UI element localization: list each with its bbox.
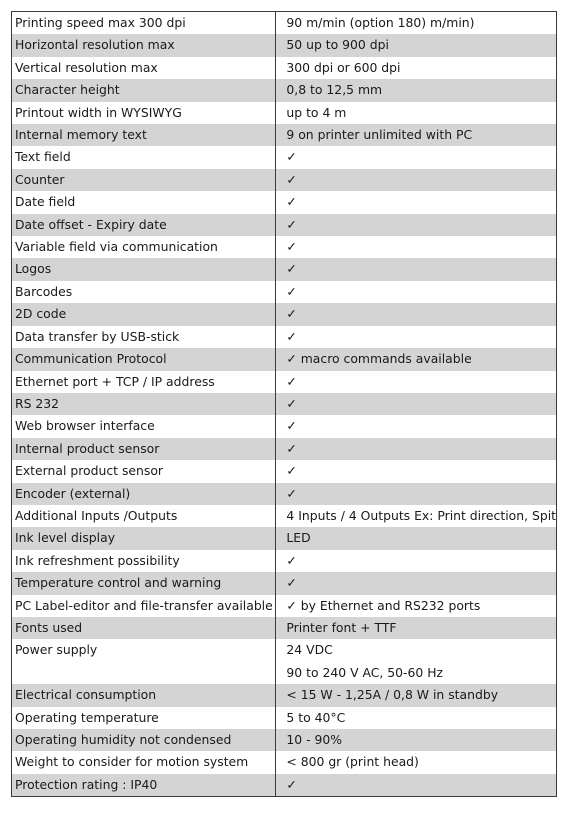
spec-value: ✓	[286, 261, 297, 277]
spec-value: 300 dpi or 600 dpi	[286, 59, 401, 75]
spec-label: Variable field via communication	[12, 236, 276, 258]
table-row	[12, 751, 557, 773]
spec-value-cell	[276, 729, 557, 751]
spec-label: Counter	[12, 169, 276, 191]
table-row	[12, 684, 557, 706]
spec-value: ✓ macro commands available	[286, 351, 472, 367]
spec-value-cell	[276, 550, 557, 572]
table-row	[12, 124, 557, 146]
spec-value-cell	[276, 707, 557, 729]
spec-value: ✓	[286, 373, 297, 389]
table-row	[12, 527, 557, 549]
table-row	[12, 348, 557, 370]
spec-value: ✓	[286, 575, 297, 591]
spec-value: ✓	[286, 149, 297, 165]
spec-value: ✓	[286, 485, 297, 501]
table-row	[12, 258, 557, 280]
spec-value-cell	[276, 595, 557, 617]
spec-value: ✓	[286, 216, 297, 232]
spec-value-cell	[276, 326, 557, 348]
spec-label: Communication Protocol	[12, 348, 276, 370]
spec-label: Ethernet port + TCP / IP address	[12, 371, 276, 393]
spec-value: 5 to 40°C	[286, 709, 346, 725]
spec-label: Logos	[12, 258, 276, 280]
spec-label: Web browser interface	[12, 415, 276, 437]
spec-value: 10 - 90%	[286, 731, 343, 747]
spec-value-cell	[276, 12, 557, 35]
spec-label: Fonts used	[12, 617, 276, 639]
spec-label: Electrical consumption	[12, 684, 276, 706]
spec-label: Date offset - Expiry date	[12, 214, 276, 236]
spec-value: ✓	[286, 463, 297, 479]
table-row	[12, 34, 557, 56]
spec-value-cell	[276, 236, 557, 258]
spec-value-cell	[276, 281, 557, 303]
spec-label: Internal memory text	[12, 124, 276, 146]
spec-value-cell	[276, 79, 557, 101]
spec-label: Data transfer by USB-stick	[12, 326, 276, 348]
spec-value-cell	[276, 258, 557, 280]
table-row	[12, 146, 557, 168]
table-row	[12, 326, 557, 348]
spec-label: Date field	[12, 191, 276, 213]
table-row	[12, 191, 557, 213]
spec-value: ✓	[286, 776, 297, 792]
spec-label: Internal product sensor	[12, 438, 276, 460]
specifications-table-body	[12, 12, 557, 797]
spec-value: up to 4 m	[286, 104, 347, 120]
table-row	[12, 460, 557, 482]
spec-value: 90 m/min (option 180) m/min)	[286, 15, 475, 30]
table-row	[12, 214, 557, 236]
spec-label: RS 232	[12, 393, 276, 415]
spec-label: Additional Inputs /Outputs	[12, 505, 276, 527]
spec-value: 4 Inputs / 4 Outputs Ex: Print direction, Spit	[286, 507, 556, 523]
table-row	[12, 595, 557, 617]
spec-value: ✓	[286, 552, 297, 568]
table-row	[12, 393, 557, 415]
spec-label: External product sensor	[12, 460, 276, 482]
spec-value: ✓	[286, 194, 297, 210]
spec-value: 50 up to 900 dpi	[286, 37, 389, 53]
spec-value: LED	[286, 530, 311, 546]
spec-value: ✓	[286, 171, 297, 187]
table-row	[12, 483, 557, 505]
table-row	[12, 505, 557, 527]
spec-value-cell	[276, 684, 557, 706]
spec-value-cell	[276, 505, 557, 527]
spec-value-cell	[276, 34, 557, 56]
spec-value: ✓	[286, 418, 297, 434]
table-row	[12, 303, 557, 325]
spec-value: ✓	[286, 306, 297, 322]
spec-value-cell	[276, 371, 557, 393]
spec-value: ✓	[286, 440, 297, 456]
spec-value: Printer font + TTF	[286, 619, 397, 635]
spec-value: ✓ by Ethernet and RS232 ports	[286, 597, 481, 613]
table-row	[12, 102, 557, 124]
spec-value-cell	[276, 639, 557, 684]
spec-value-cell	[276, 415, 557, 437]
spec-value: 9 on printer unlimited with PC	[286, 127, 473, 143]
spec-value: ✓	[286, 239, 297, 255]
spec-label: Power supply	[12, 639, 276, 684]
spec-label: Operating humidity not condensed	[12, 729, 276, 751]
table-row	[12, 371, 557, 393]
spec-label: Ink level display	[12, 527, 276, 549]
table-row	[12, 774, 557, 797]
spec-value-cell	[276, 348, 557, 370]
spec-value-cell	[276, 527, 557, 549]
spec-label: Printout width in WYSIWYG	[12, 102, 276, 124]
table-row	[12, 617, 557, 639]
spec-label: Barcodes	[12, 281, 276, 303]
spec-value-cell	[276, 393, 557, 415]
spec-value-cell	[276, 303, 557, 325]
spec-label: Horizontal resolution max	[12, 34, 276, 56]
spec-label: 2D code	[12, 303, 276, 325]
spec-value-cell	[276, 483, 557, 505]
spec-value: < 800 gr (print head)	[286, 754, 419, 770]
spec-value-line-2: 90 to 240 V AC, 50-60 Hz	[286, 664, 444, 680]
spec-label: Temperature control and warning	[12, 572, 276, 594]
specifications-table	[11, 11, 557, 797]
spec-label: Ink refreshment possibility	[12, 550, 276, 572]
spec-label: PC Label-editor and file-transfer available	[12, 595, 276, 617]
spec-label: Operating temperature	[12, 707, 276, 729]
spec-label: Text field	[12, 146, 276, 168]
spec-value: < 15 W - 1,25A / 0,8 W in standby	[286, 687, 499, 703]
table-row	[12, 639, 557, 684]
spec-value: ✓	[286, 283, 297, 299]
spec-value-cell	[276, 751, 557, 773]
spec-value-cell	[276, 438, 557, 460]
table-row	[12, 550, 557, 572]
table-row	[12, 415, 557, 437]
spec-value: ✓	[286, 395, 297, 411]
spec-value-cell	[276, 572, 557, 594]
table-row	[12, 729, 557, 751]
spec-value-cell	[276, 191, 557, 213]
spec-value-cell	[276, 774, 557, 797]
spec-value-cell	[276, 214, 557, 236]
spec-value: 24 VDC	[286, 642, 333, 658]
spec-label: Protection rating : IP40	[12, 774, 276, 797]
table-row	[12, 12, 557, 35]
spec-label: Vertical resolution max	[12, 57, 276, 79]
spec-value: ✓	[286, 328, 297, 344]
spec-value-cell	[276, 617, 557, 639]
spec-label: Encoder (external)	[12, 483, 276, 505]
spec-value-cell	[276, 146, 557, 168]
table-row	[12, 572, 557, 594]
table-row	[12, 281, 557, 303]
spec-value-cell	[276, 169, 557, 191]
table-row	[12, 236, 557, 258]
spec-label: Character height	[12, 79, 276, 101]
spec-value-cell	[276, 102, 557, 124]
spec-label: Printing speed max 300 dpi	[12, 12, 276, 35]
table-row	[12, 169, 557, 191]
table-row	[12, 79, 557, 101]
spec-label: Weight to consider for motion system	[12, 751, 276, 773]
spec-value-cell	[276, 460, 557, 482]
table-row	[12, 57, 557, 79]
spec-value-cell	[276, 124, 557, 146]
table-row	[12, 438, 557, 460]
table-row	[12, 707, 557, 729]
spec-value: 0,8 to 12,5 mm	[286, 82, 383, 98]
spec-value-cell	[276, 57, 557, 79]
